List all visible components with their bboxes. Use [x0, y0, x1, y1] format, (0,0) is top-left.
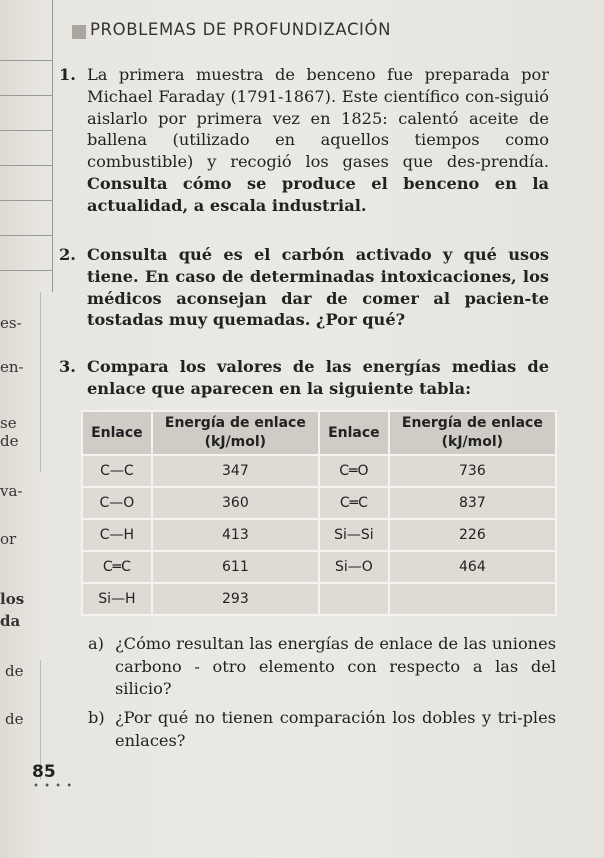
margin-rule	[0, 130, 52, 131]
table-cell: 413	[152, 519, 319, 551]
subquestion-b	[88, 707, 556, 752]
table-row	[82, 455, 556, 487]
table-cell: 226	[389, 519, 556, 551]
page-number: 85	[32, 762, 56, 782]
subquestion-label: b)	[88, 708, 105, 727]
table-cell: 347	[152, 455, 319, 487]
subquestion-text: ¿Cómo resultan las energías de enlace de las uniones carbono - otro elemento con respecto a las del silicio?	[115, 634, 556, 698]
table-cell	[319, 583, 389, 615]
column-header: Enlace	[82, 411, 152, 455]
margin-fragment: da	[0, 612, 21, 630]
table-header-row	[82, 411, 556, 455]
table-cell: 837	[389, 487, 556, 519]
margin-rule	[40, 292, 41, 472]
table-cell: 464	[389, 551, 556, 583]
table-cell: C—C	[82, 455, 152, 487]
margin-fragment: de	[5, 710, 24, 728]
table-cell: C═C	[82, 551, 152, 583]
table-row	[82, 551, 556, 583]
table-cell: Si—H	[82, 583, 152, 615]
subquestion-label: a)	[88, 634, 104, 653]
page-number-dots: • • • •	[33, 781, 74, 792]
margin-rule	[0, 165, 52, 166]
table-cell: Si—Si	[319, 519, 389, 551]
problem-1-text: La primera muestra de benceno fue preparada por Michael Faraday (1791-1867). Este científico con-siguió aislarlo por primera vez en 1825: calentó aceite de ballena (utilizado en aquellos tiempos como combustible) y recogió los gases que des-prendía.	[87, 65, 549, 172]
margin-fragment: or	[0, 530, 17, 548]
margin-rule	[0, 270, 52, 271]
table-cell: C═C	[319, 487, 389, 519]
problem-3	[59, 356, 549, 400]
subquestion-text: ¿Por qué no tienen comparación los dobles y tri-ples enlaces?	[115, 708, 556, 750]
margin-rule	[0, 200, 52, 201]
margin-rule	[0, 60, 52, 61]
margin-fragment: los	[0, 590, 25, 608]
problem-number: 1.	[59, 65, 76, 84]
header-marker	[72, 25, 86, 39]
table-row	[82, 583, 556, 615]
table-cell: 736	[389, 455, 556, 487]
margin-fragment: de	[5, 662, 24, 680]
margin-fragment: de	[0, 432, 19, 450]
table-cell: C═O	[319, 455, 389, 487]
margin-fragment: se	[0, 414, 17, 432]
table-cell: 293	[152, 583, 319, 615]
column-header: Energía de enlace (kJ/mol)	[152, 411, 319, 455]
table-cell: Si—O	[319, 551, 389, 583]
problem-text	[87, 64, 549, 217]
problem-1	[59, 64, 549, 217]
column-header: Enlace	[319, 411, 389, 455]
problem-2-bold-text: Consulta qué es el carbón activado y qué usos tiene. En caso de determinadas intoxicaciones, los médicos aconsejan dar de comer al pacien-te tostadas muy quemadas. ¿Por qué?	[87, 245, 549, 330]
margin-fragment: en-	[0, 358, 24, 376]
section-title: PROBLEMAS DE PROFUNDIZACIÓN	[90, 20, 392, 39]
column-header: Energía de enlace (kJ/mol)	[389, 411, 556, 455]
table-cell: C—H	[82, 519, 152, 551]
table-cell: C—O	[82, 487, 152, 519]
problem-number: 2.	[59, 245, 76, 264]
margin-rule	[0, 235, 52, 236]
problem-1-bold-text: Consulta cómo se produce el benceno en la actualidad, a escala industrial.	[87, 173, 549, 215]
table-cell: 360	[152, 487, 319, 519]
table-row	[82, 487, 556, 519]
table-cell: 611	[152, 551, 319, 583]
margin-rule	[0, 95, 52, 96]
problem-3-bold-text: Compara los valores de las energías medias de enlace que aparecen en la siguiente tabla:	[87, 357, 549, 398]
margin-fragment: va-	[0, 482, 23, 500]
problem-2	[59, 244, 549, 331]
table-cell	[389, 583, 556, 615]
bond-energy-table	[81, 410, 557, 616]
margin-rule	[52, 0, 53, 292]
table-row	[82, 519, 556, 551]
problem-number: 3.	[59, 357, 76, 376]
subquestion-a	[88, 633, 556, 701]
margin-fragment: es-	[0, 314, 22, 332]
